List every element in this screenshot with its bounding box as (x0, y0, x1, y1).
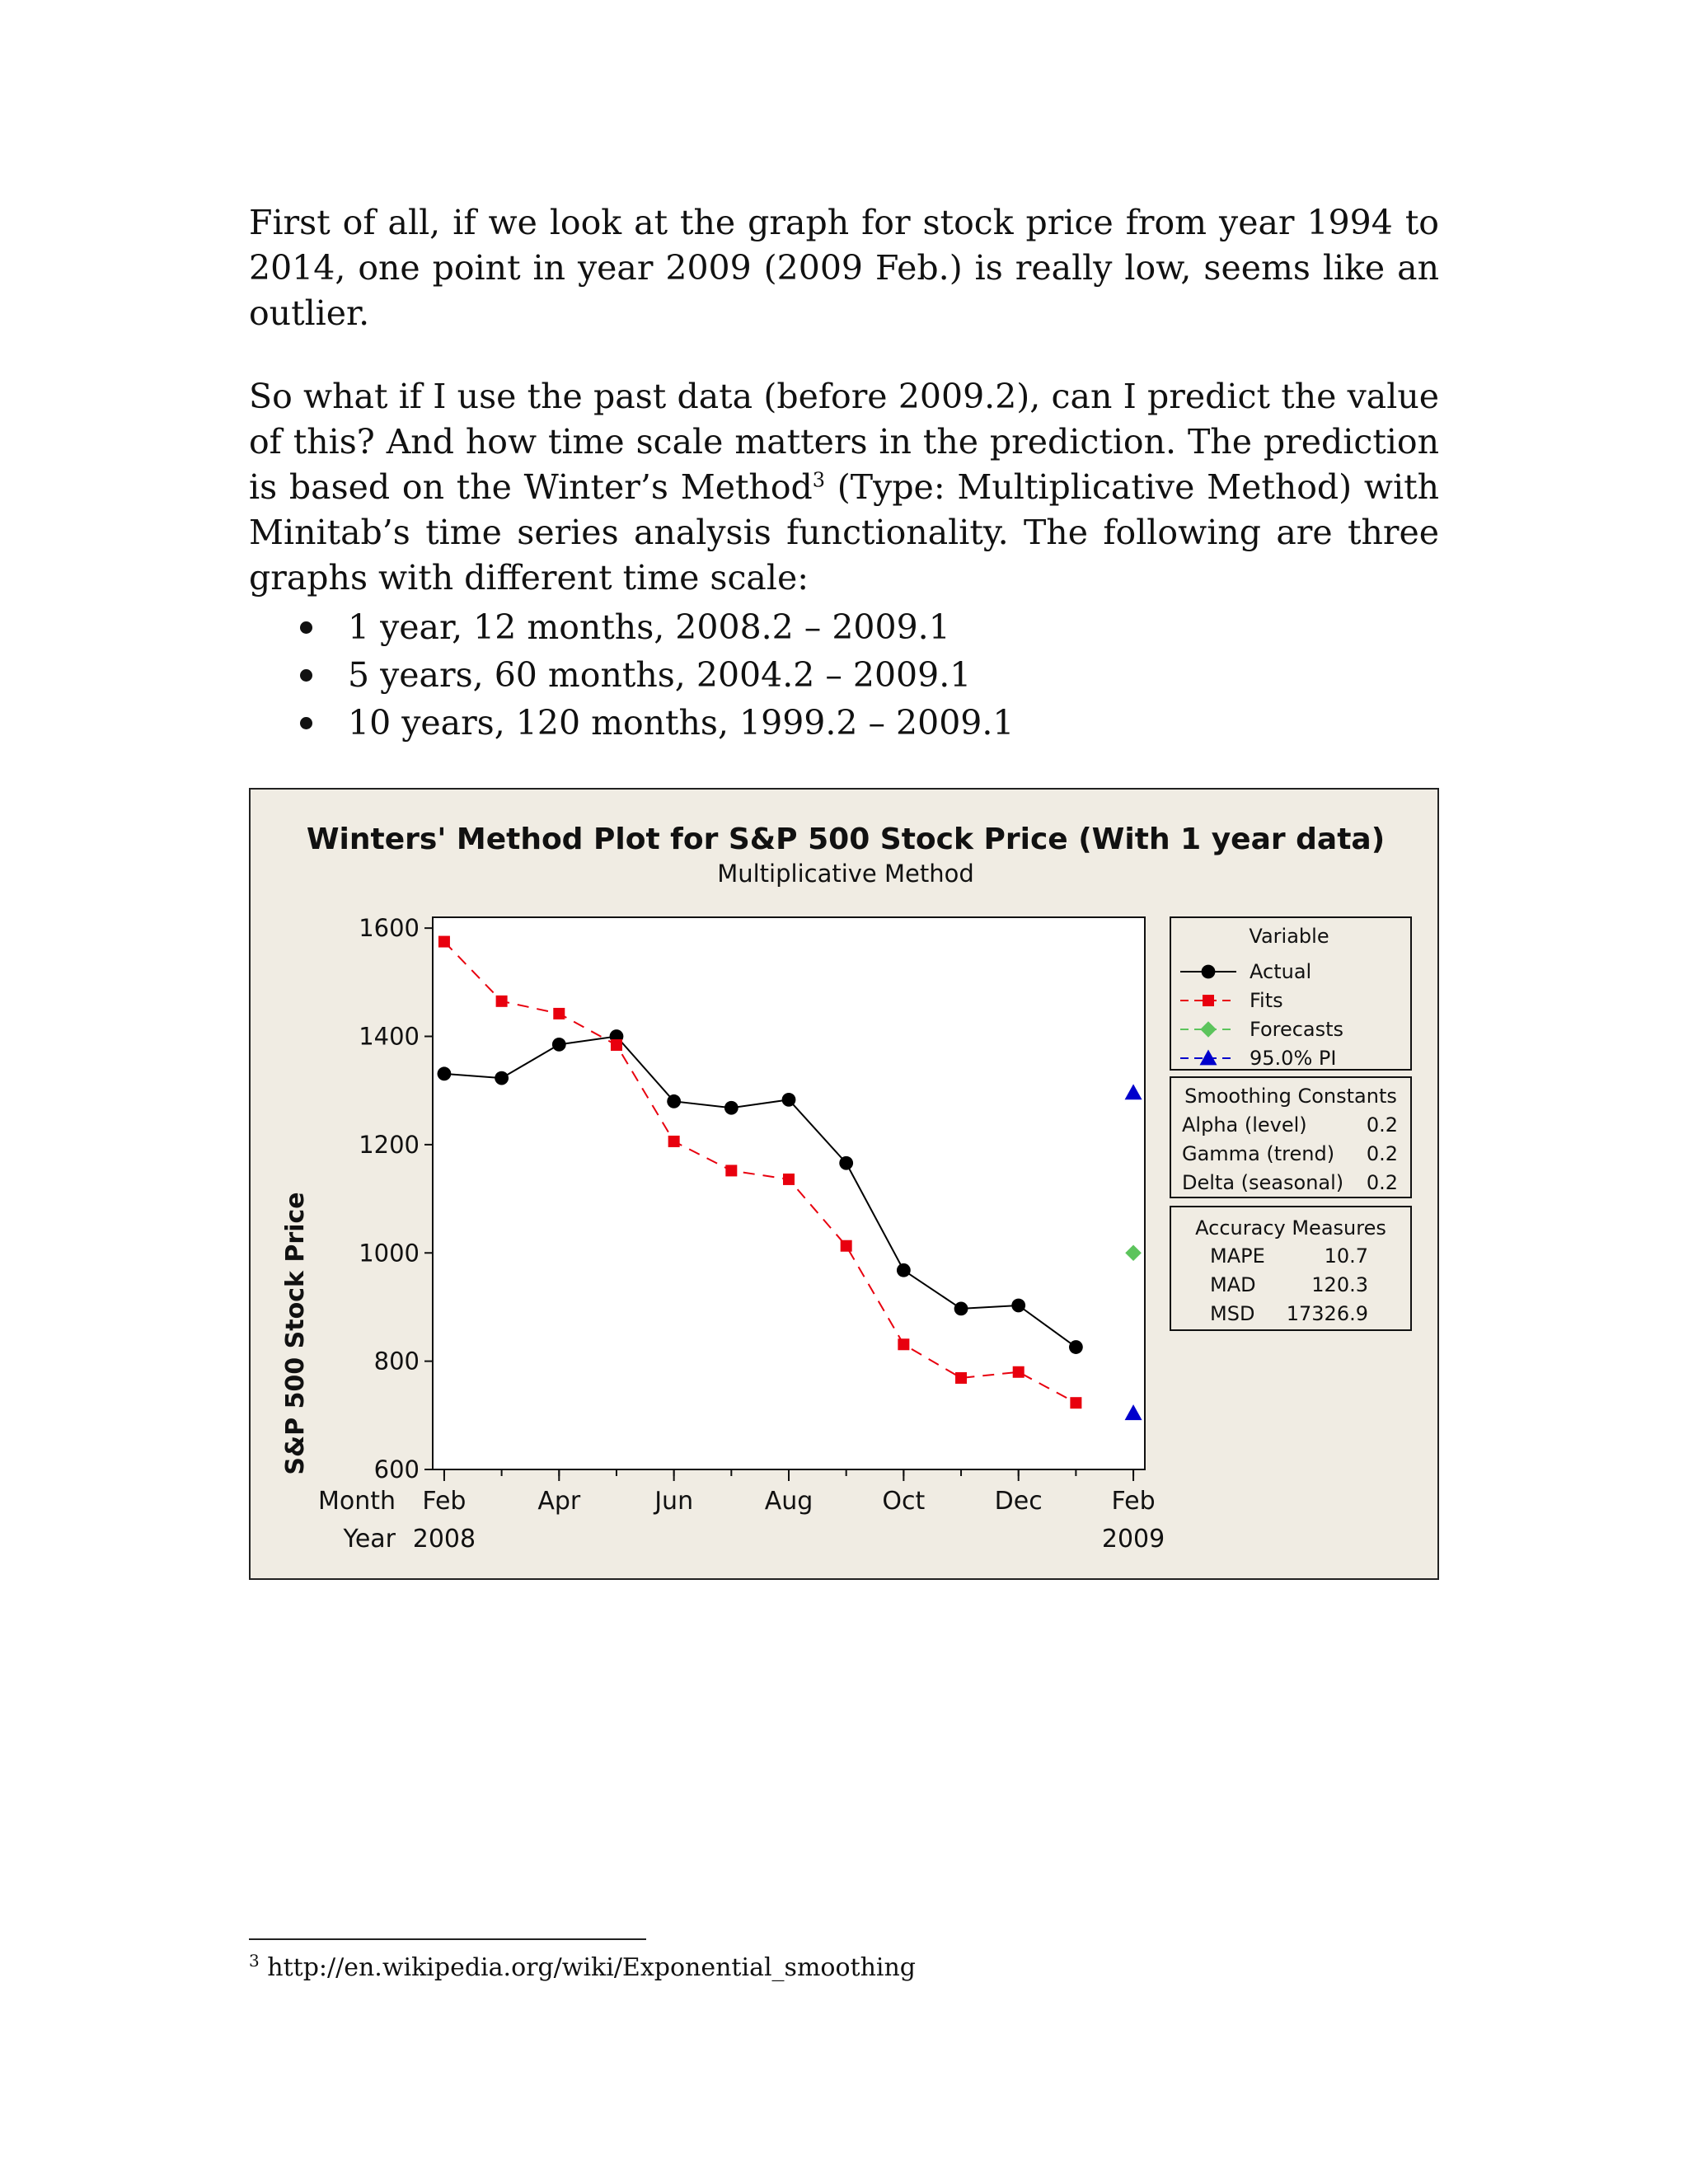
data-point-actual (552, 1038, 566, 1052)
smoothing-title: Smoothing Constants (1184, 1085, 1397, 1108)
chart-subtitle: Multiplicative Method (717, 860, 974, 888)
smoothing-label: Gamma (trend) (1182, 1142, 1335, 1165)
paragraph-intro (249, 200, 1439, 336)
data-point-fits (668, 1136, 680, 1147)
smoothing-value: 0.2 (1366, 1113, 1398, 1137)
smoothing-value: 0.2 (1366, 1171, 1398, 1194)
legend-label-forecasts: Forecasts (1250, 1018, 1344, 1041)
time-scale-list (249, 603, 1015, 747)
paragraph-method (249, 374, 1439, 601)
data-point-actual (667, 1094, 681, 1108)
data-point-actual (495, 1071, 509, 1085)
y-tick-label: 800 (373, 1347, 420, 1376)
month-row-label: Month (317, 1487, 396, 1516)
winters-method-chart (249, 788, 1439, 1580)
chart-title: Winters' Method Plot for S&P 500 Stock Price (With 1 year data) (306, 823, 1386, 856)
data-point-fits (553, 1008, 565, 1019)
data-point-actual (1069, 1340, 1083, 1354)
footnote (249, 1952, 916, 1985)
legend-title: Variable (1249, 925, 1329, 948)
data-point-fits (898, 1338, 909, 1350)
footnote-marker: 3 (249, 1951, 260, 1971)
chart-canvas (251, 790, 1437, 1578)
x-tick-month-label: Feb (422, 1487, 467, 1516)
data-point-actual (1011, 1299, 1025, 1313)
list-item: 5 years, 60 months, 2004.2 – 2009.1 (249, 651, 1015, 699)
smoothing-label: Alpha (level) (1182, 1113, 1307, 1137)
accuracy-label: MAD (1210, 1273, 1256, 1296)
legend-label-95-0-pi: 95.0% PI (1250, 1047, 1337, 1070)
footnote-divider (249, 1938, 646, 1940)
y-tick-label: 1000 (359, 1239, 420, 1268)
smoothing-label: Delta (seasonal) (1182, 1171, 1344, 1194)
data-point-actual (954, 1302, 968, 1316)
y-tick-label: 1200 (359, 1130, 420, 1159)
smoothing-constants-box (1170, 1077, 1411, 1197)
data-point-fits (725, 1165, 737, 1176)
smoothing-value: 0.2 (1366, 1142, 1398, 1165)
accuracy-value: 120.3 (1311, 1273, 1368, 1296)
accuracy-value: 10.7 (1324, 1244, 1368, 1268)
legend-label-fits: Fits (1250, 989, 1283, 1012)
list-item: 1 year, 12 months, 2008.2 – 2009.1 (249, 603, 1015, 651)
data-point-actual (724, 1101, 738, 1115)
y-tick-label: 1600 (359, 914, 420, 943)
data-point-fits (1013, 1366, 1025, 1378)
x-tick-month-label: Dec (994, 1487, 1043, 1516)
legend-marker-95-0-pi (1200, 1050, 1217, 1066)
x-tick-month-label: Oct (882, 1487, 926, 1516)
y-axis-label: S&P 500 Stock Price (281, 1192, 310, 1475)
footnote-link[interactable]: http://en.wikipedia.org/wiki/Exponential_smoothing (259, 1953, 917, 1982)
legend (1170, 917, 1411, 1070)
data-point-fits (783, 1174, 795, 1185)
data-point-fits (611, 1039, 622, 1051)
list-item: 10 years, 120 months, 1999.2 – 2009.1 (249, 699, 1015, 747)
year-row-label: Year (343, 1525, 396, 1554)
footnote-reference[interactable]: 3 (812, 468, 826, 492)
legend-marker-fits (1203, 995, 1214, 1006)
data-point-fits (438, 936, 450, 948)
data-point-fits (955, 1372, 967, 1384)
accuracy-label: MAPE (1210, 1244, 1265, 1268)
data-point-actual (897, 1263, 911, 1277)
paragraph-intro-text: First of all, if we look at the graph for stock price from year 1994 to 2014, one point in year 2009 (2009 Feb.) is really low, seems like an outlier. (249, 203, 1439, 333)
data-point-fits (496, 996, 508, 1007)
x-tick-month-label: Apr (537, 1487, 581, 1516)
legend-items (1180, 960, 1343, 1070)
y-tick-label: 600 (373, 1455, 420, 1483)
x-tick-month-label: Feb (1111, 1487, 1156, 1516)
accuracy-label: MSD (1210, 1302, 1255, 1325)
data-point-actual (438, 1066, 452, 1080)
data-point-actual (839, 1156, 853, 1170)
x-tick-year-label: 2009 (1101, 1525, 1165, 1554)
data-point-fits (1070, 1397, 1081, 1408)
paragraph-method-part1: So what if I use the past data (before 2009.2), can I predict the value of this? And how time scale matters in the prediction. The prediction is based on the Winter’s Method (249, 377, 1439, 507)
legend-marker-forecasts (1200, 1021, 1217, 1038)
x-tick-month-label: Aug (764, 1487, 814, 1516)
legend-marker-actual (1202, 965, 1216, 979)
plot-area (433, 917, 1145, 1469)
x-tick-year-label: 2008 (412, 1525, 476, 1554)
paragraph-method-text (249, 374, 1439, 601)
legend-label-actual: Actual (1250, 960, 1312, 983)
accuracy-measures-box (1170, 1207, 1411, 1330)
x-tick-month-label: Jun (654, 1487, 694, 1516)
accuracy-value: 17326.9 (1286, 1302, 1368, 1325)
y-tick-label: 1400 (359, 1022, 420, 1051)
accuracy-title: Accuracy Measures (1195, 1216, 1386, 1240)
data-point-fits (841, 1240, 852, 1252)
paragraph-method-part2: (Type: Multiplicative Method) with Minitab’s time series analysis functionality. The following are three graphs with different time scale: (249, 467, 1439, 598)
data-point-actual (782, 1093, 796, 1107)
